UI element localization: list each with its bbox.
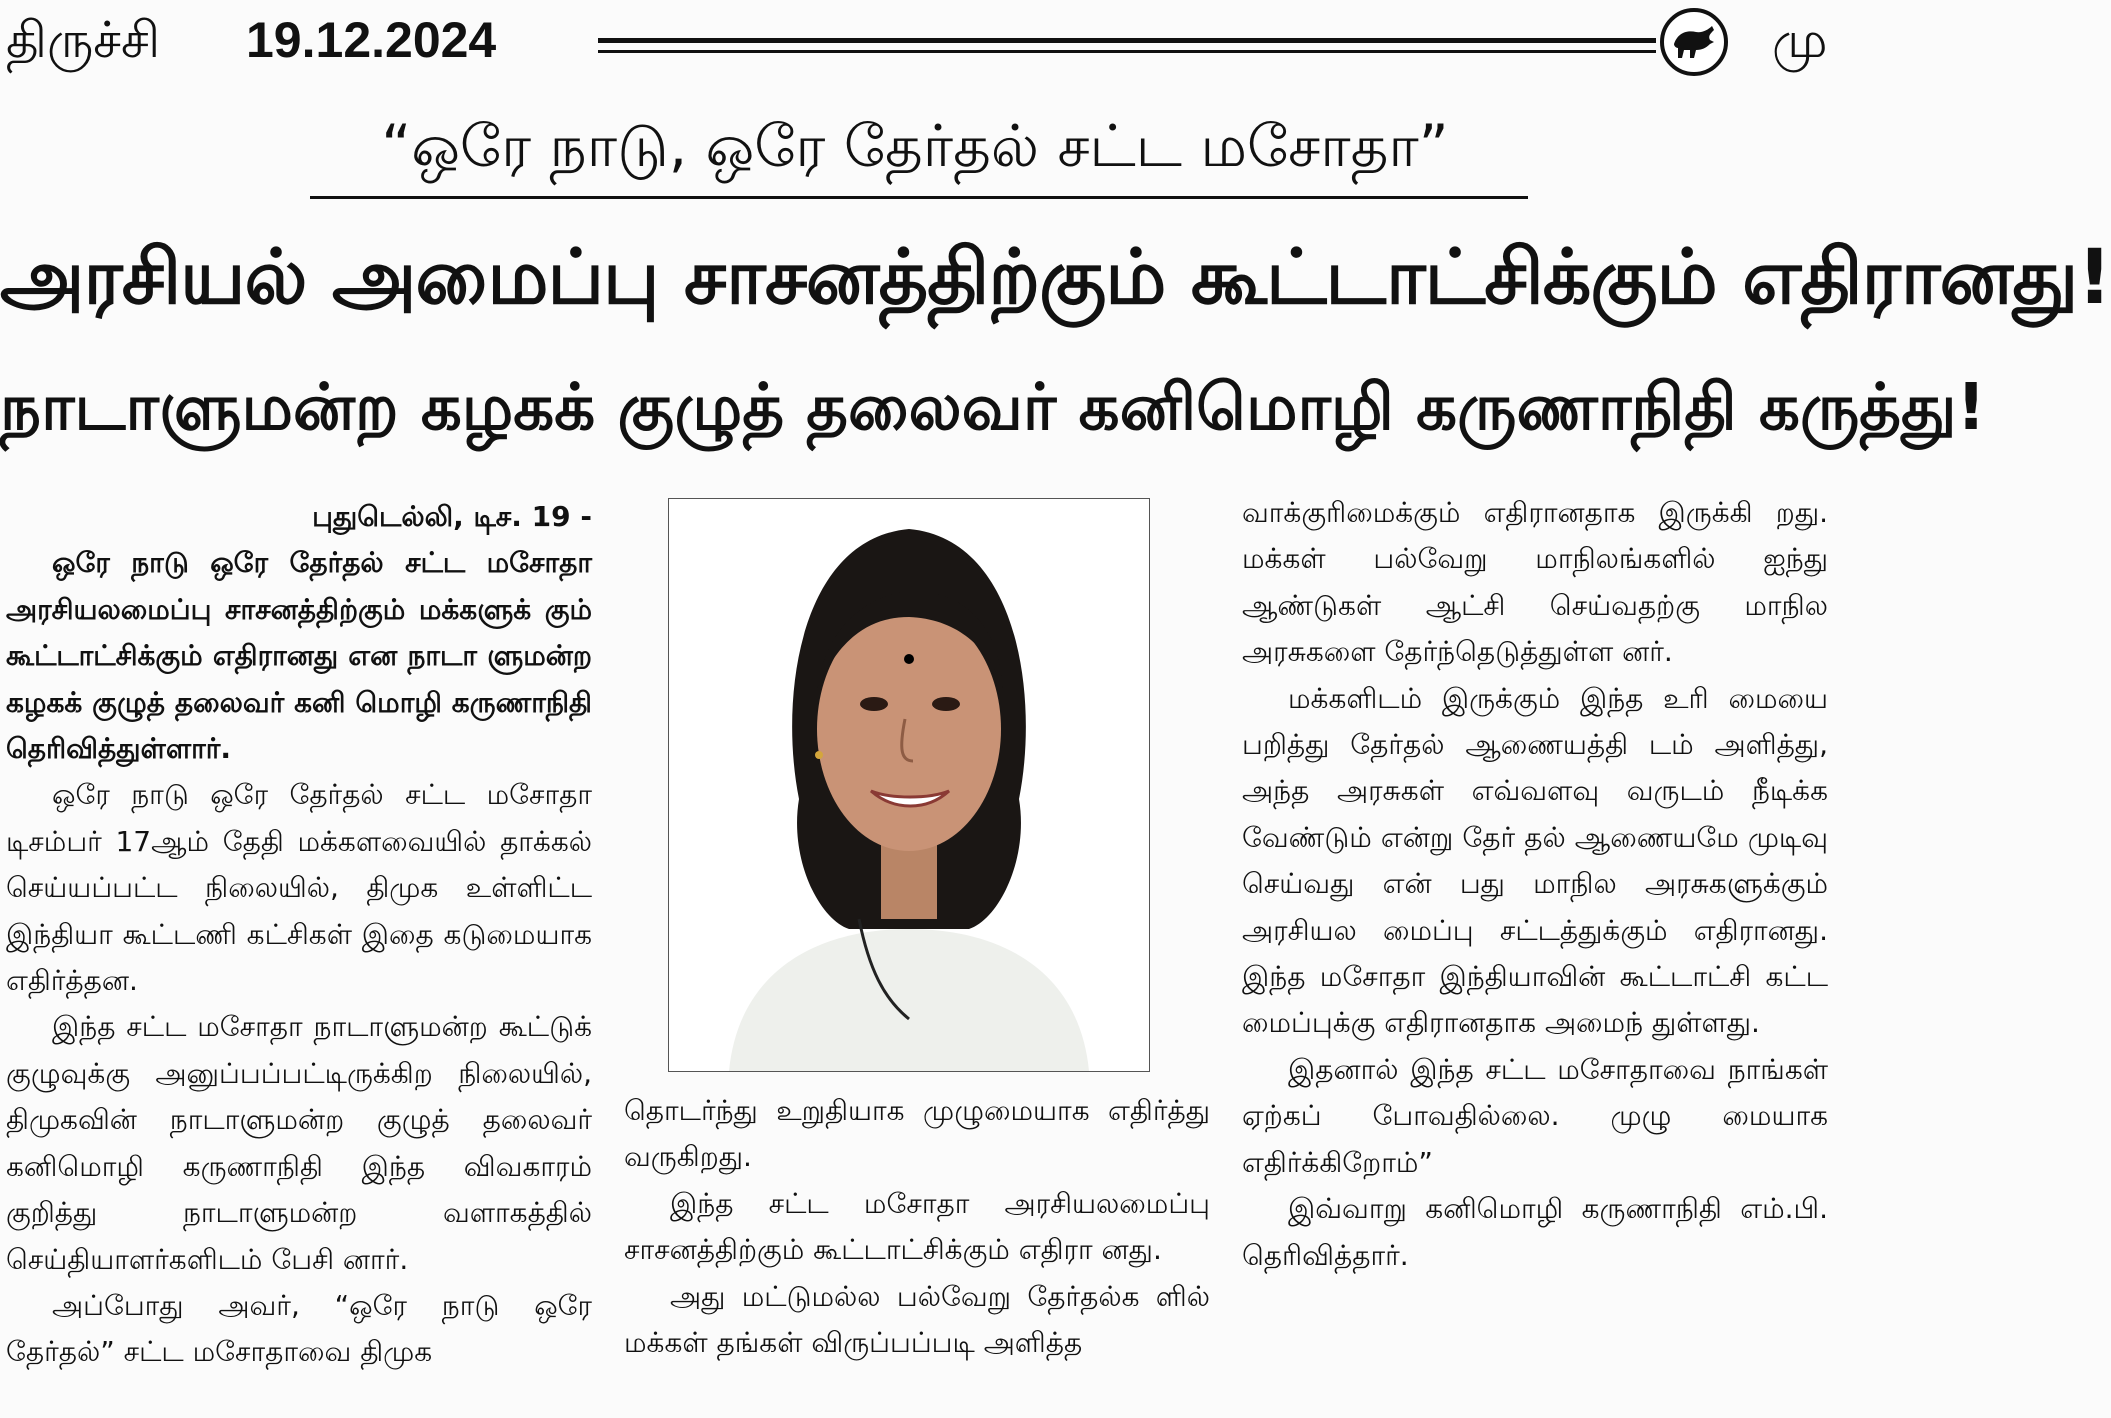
newspaper-logo xyxy=(1660,8,1728,76)
article-column-1 xyxy=(6,494,592,1376)
sub-headline: நாடாளுமன்ற கழகக் குழுத் தலைவர் கனிமொழி கருணாநிதி கருத்து! xyxy=(0,371,1986,445)
masthead-title-fragment: மு xyxy=(1772,11,1828,69)
kicker-underline xyxy=(310,196,1528,199)
body-paragraph: மக்களிடம் இருக்கும் இந்த உரி மையை பறித்து தேர்தல் ஆணையத்தி டம் அளித்து, அந்த அரசுகள் எவ்வளவு வருடம் நீடிக்க வேண்டும் என்று தேர் தல் ஆணையமே முடிவு செய்வது என் பது மாநில அரசுகளுக்கும் அரசியல மைப்பு சட்டத்துக்கும் எதிரானது. இந்த மசோதா இந்தியாவின் கூட்டாட்சி கட்ட மைப்புக்கு எதிரானதாக அமைந் துள்ளது. xyxy=(1242,681,1828,1040)
masthead-city: திருச்சி xyxy=(6,11,161,69)
lede-paragraph: ஒரே நாடு ஒரே தேர்தல் சட்ட மசோதா அரசியலமைப்பு சாசனத்திற்கும் மக்களுக் கும் கூட்டாட்சிக்கும் எதிரானது என நாடா ளுமன்ற கழகக் குழுத் தலைவர் கனி மொழி கருணாநிதி தெரிவித்துள்ளார். xyxy=(6,546,592,766)
masthead-rule-top xyxy=(598,38,1656,43)
body-paragraph: அப்போது அவர், “ஒரே நாடு ஒரே தேர்தல்” சட்ட மசோதாவை திமுக xyxy=(6,1288,592,1369)
article-column-3 xyxy=(1242,490,1828,1279)
article-column-2 xyxy=(624,1088,1210,1366)
body-paragraph: தொடர்ந்து உறுதியாக முழுமையாக எதிர்த்து வருகிறது. xyxy=(624,1094,1210,1174)
masthead-date: 19.12.2024 xyxy=(246,12,497,68)
body-paragraph: இந்த சட்ட மசோதா அரசியலமைப்பு சாசனத்திற்கும் கூட்டாட்சிக்கும் எதிரா னது. xyxy=(624,1186,1210,1267)
body-paragraph: இதனால் இந்த சட்ட மசோதாவை நாங்கள் ஏற்கப் போவதில்லை. முழு மையாக எதிர்க்கிறோம்” xyxy=(1242,1052,1828,1179)
body-paragraph: இந்த சட்ட மசோதா நாடாளுமன்ற கூட்டுக் குழுவுக்கு அனுப்பப்பட்டிருக்கிற நிலையில், திமுகவின் நாடாளுமன்ற குழுத் தலைவர் கனிமொழி கருணாநிதி இந்த விவகாரம் குறித்து நாடாளுமன்ற வளாகத்தில் செய்தியாளர்களிடம் பேசி னார். xyxy=(6,1010,592,1276)
dateline: புதுடெல்லி, டிச. 19 - xyxy=(312,500,592,533)
main-headline: அரசியல் அமைப்பு சாசனத்திற்கும் கூட்டாட்சிக்கும் எதிரானது! xyxy=(0,232,2111,321)
body-paragraph: அது மட்டுமல்ல பல்வேறு தேர்தல்க ளில் மக்கள் தங்கள் விருப்பப்படி அளித்த xyxy=(624,1279,1210,1360)
masthead-rule-bottom xyxy=(598,50,1656,53)
body-paragraph: இவ்வாறு கனிமொழி கருணாநிதி எம்.பி. தெரிவித்தார். xyxy=(1242,1192,1828,1272)
kanimozhi-portrait-photo xyxy=(668,498,1150,1072)
kicker-headline: “ஒரே நாடு, ஒரே தேர்தல் சட்ட மசோதா” xyxy=(381,112,1449,180)
body-paragraph: வாக்குரிமைக்கும் எதிரானதாக இருக்கி றது. மக்கள் பல்வேறு மாநிலங்களில் ஐந்து ஆண்டுகள் ஆட்சி செய்வதற்கு மாநில அரசுகளை தேர்ந்தெடுத்துள்ள னர். xyxy=(1242,496,1828,669)
portrait-illustration xyxy=(669,499,1149,1071)
body-paragraph: ஒரே நாடு ஒரே தேர்தல் சட்ட மசோதா டிசம்பர் 17ஆம் தேதி மக்களவையில் தாக்கல் செய்யப்பட்ட நிலையில், திமுக உள்ளிட்ட இந்தியா கூட்டணி கட்சிகள் இதை கடுமையாக எதிர்த்தன. xyxy=(6,778,592,998)
bull-logo-icon xyxy=(1670,22,1718,62)
